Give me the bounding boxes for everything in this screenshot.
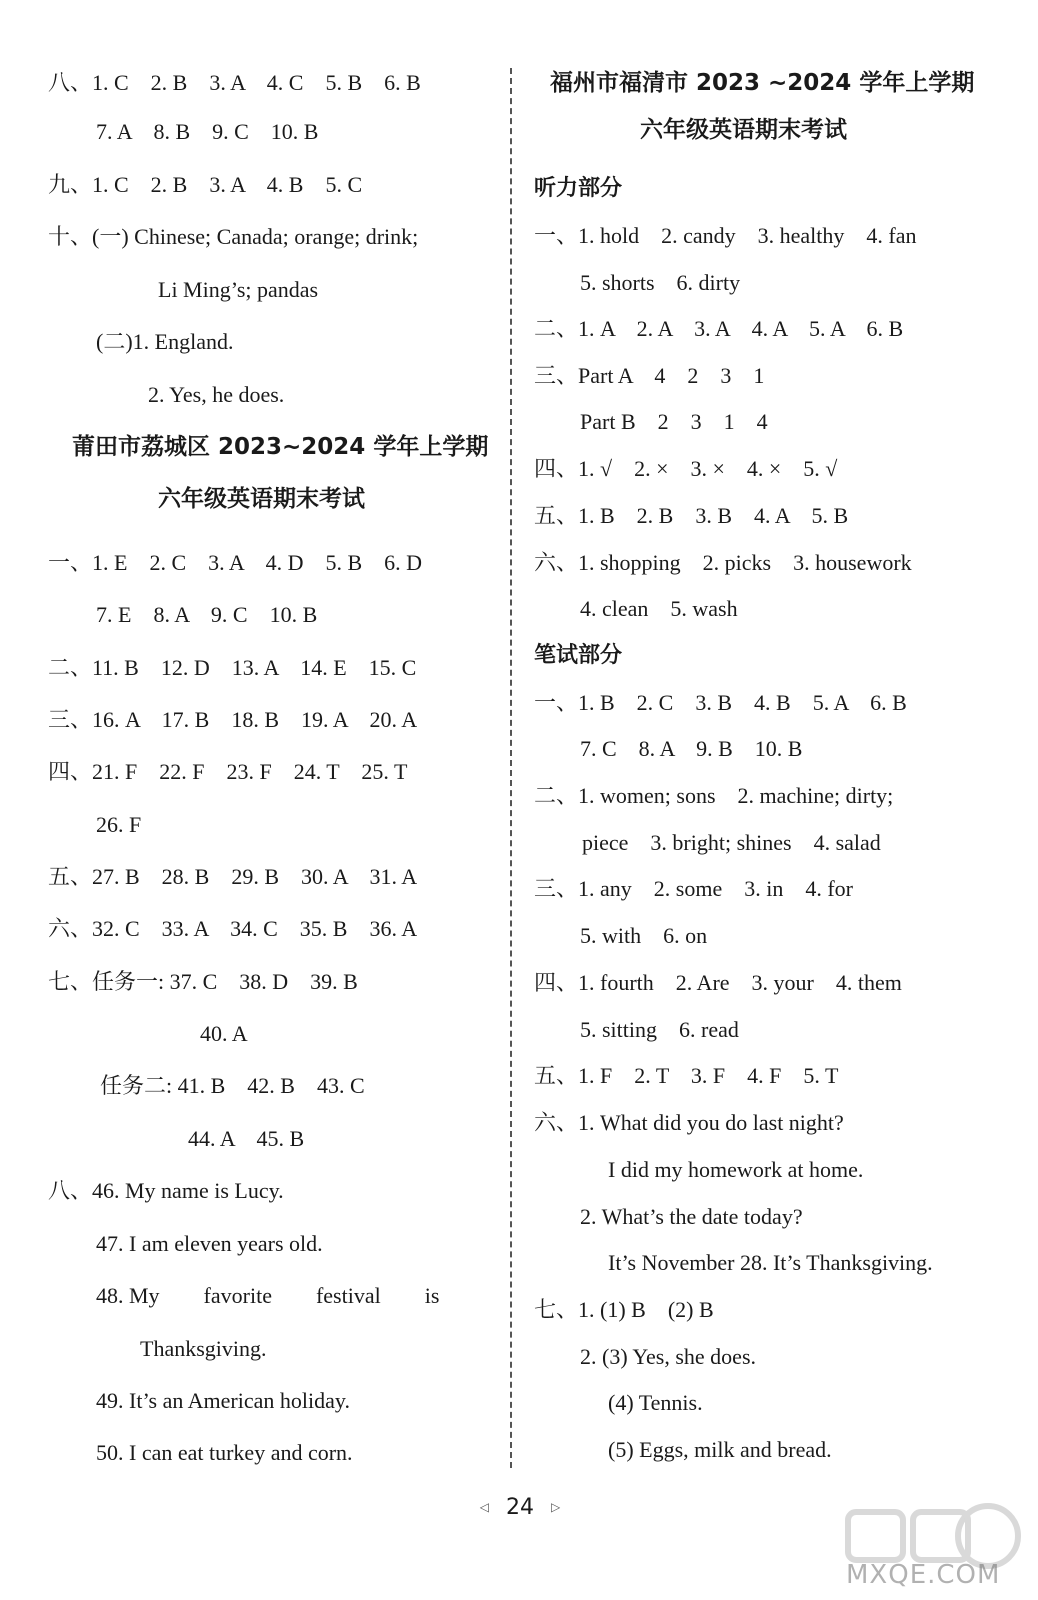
answer-line: 一、1. hold 2. candy 3. healthy 4. fan: [534, 223, 917, 248]
answer-line: 七、1. (1) B (2) B: [534, 1297, 714, 1322]
answer-line: 六、32. C 33. A 34. C 35. B 36. A: [48, 916, 418, 941]
page-footer: [470, 1494, 570, 1520]
answer-line: 7. E 8. A 9. C 10. B: [96, 602, 318, 627]
answer-line: 四、1. √ 2. × 3. × 4. × 5. √: [534, 456, 838, 481]
answer-line: 六、1. shopping 2. picks 3. housework: [534, 550, 912, 575]
answer-line: 三、Part A 4 2 3 1: [534, 363, 765, 388]
answer-line: 2. Yes, he does.: [148, 382, 285, 407]
answer-line: 三、16. A 17. B 18. B 19. A 20. A: [48, 707, 418, 732]
answer-line: I did my homework at home.: [608, 1157, 864, 1182]
section-heading-writing: 笔试部分: [534, 643, 623, 668]
column-divider: [510, 68, 512, 1468]
answer-line: 7. C 8. A 9. B 10. B: [580, 736, 803, 761]
answer-line: 十、(一) Chinese; Canada; orange; drink;: [48, 224, 419, 249]
answer-line: (4) Tennis.: [608, 1390, 703, 1415]
answer-line: 二、1. A 2. A 3. A 4. A 5. A 6. B: [534, 316, 904, 341]
answer-line: 44. A 45. B: [188, 1126, 305, 1151]
next-triangle-icon: ▷: [551, 1500, 561, 1514]
answer-line: 48. My favorite festival is: [96, 1283, 440, 1308]
answer-line: 九、1. C 2. B 3. A 4. B 5. C: [48, 172, 363, 197]
exam-subtitle: 六年级英语期末考试: [640, 117, 847, 143]
exam-title: 莆田市荔城区 2023~2024 学年上学期: [72, 434, 489, 460]
prev-triangle-icon: ◁: [479, 1500, 489, 1514]
answer-line: 2. (3) Yes, she does.: [580, 1344, 756, 1369]
answer-line: 七、任务一: 37. C 38. D 39. B: [48, 969, 358, 994]
answer-line: 任务二: 41. B 42. B 43. C: [100, 1073, 365, 1098]
answer-line: 八、1. C 2. B 3. A 4. C 5. B 6. B: [48, 70, 421, 95]
answer-line: 一、1. E 2. C 3. A 4. D 5. B 6. D: [48, 550, 423, 575]
answer-line: Part B 2 3 1 4: [580, 409, 768, 434]
answer-line: 五、27. B 28. B 29. B 30. A 31. A: [48, 864, 418, 889]
answer-line: 2. What’s the date today?: [580, 1204, 803, 1229]
answer-line: 4. clean 5. wash: [580, 596, 738, 621]
answer-line: 50. I can eat turkey and corn.: [96, 1440, 353, 1465]
answer-line: 49. It’s an American holiday.: [96, 1388, 350, 1413]
answer-line: 四、21. F 22. F 23. F 24. T 25. T: [48, 759, 408, 784]
answer-line: piece 3. bright; shines 4. salad: [582, 830, 881, 855]
exam-title: 福州市福清市 2023 ~2024 学年上学期: [550, 70, 975, 96]
page-number: 24: [506, 1494, 534, 1520]
answer-line: Li Ming’s; pandas: [158, 277, 319, 302]
exam-subtitle: 六年级英语期末考试: [158, 486, 365, 512]
answer-line: 八、46. My name is Lucy.: [48, 1178, 284, 1203]
answer-line: 5. sitting 6. read: [580, 1017, 739, 1042]
answer-line: 5. with 6. on: [580, 923, 708, 948]
answer-line: 26. F: [96, 812, 142, 837]
answer-line: It’s November 28. It’s Thanksgiving.: [608, 1250, 933, 1275]
answer-line: 五、1. F 2. T 3. F 4. F 5. T: [534, 1063, 839, 1088]
answer-line: 40. A: [200, 1021, 248, 1046]
answer-line: Thanksgiving.: [140, 1336, 267, 1361]
answer-line: 5. shorts 6. dirty: [580, 270, 741, 295]
watermark-text: MXQE.COM: [846, 1560, 1001, 1590]
answer-line: 47. I am eleven years old.: [96, 1231, 323, 1256]
section-heading-listening: 听力部分: [534, 176, 623, 201]
answer-line: 二、1. women; sons 2. machine; dirty;: [534, 783, 894, 808]
answer-line: 二、11. B 12. D 13. A 14. E 15. C: [48, 655, 417, 680]
answer-line: (5) Eggs, milk and bread.: [608, 1437, 832, 1462]
answer-line: 三、1. any 2. some 3. in 4. for: [534, 876, 853, 901]
answer-line: (二)1. England.: [96, 329, 234, 354]
answer-line: 六、1. What did you do last night?: [534, 1110, 844, 1135]
answer-line: 7. A 8. B 9. C 10. B: [96, 119, 319, 144]
answer-line: 五、1. B 2. B 3. B 4. A 5. B: [534, 503, 849, 528]
answer-line: 一、1. B 2. C 3. B 4. B 5. A 6. B: [534, 690, 907, 715]
answer-line: 四、1. fourth 2. Are 3. your 4. them: [534, 970, 902, 995]
